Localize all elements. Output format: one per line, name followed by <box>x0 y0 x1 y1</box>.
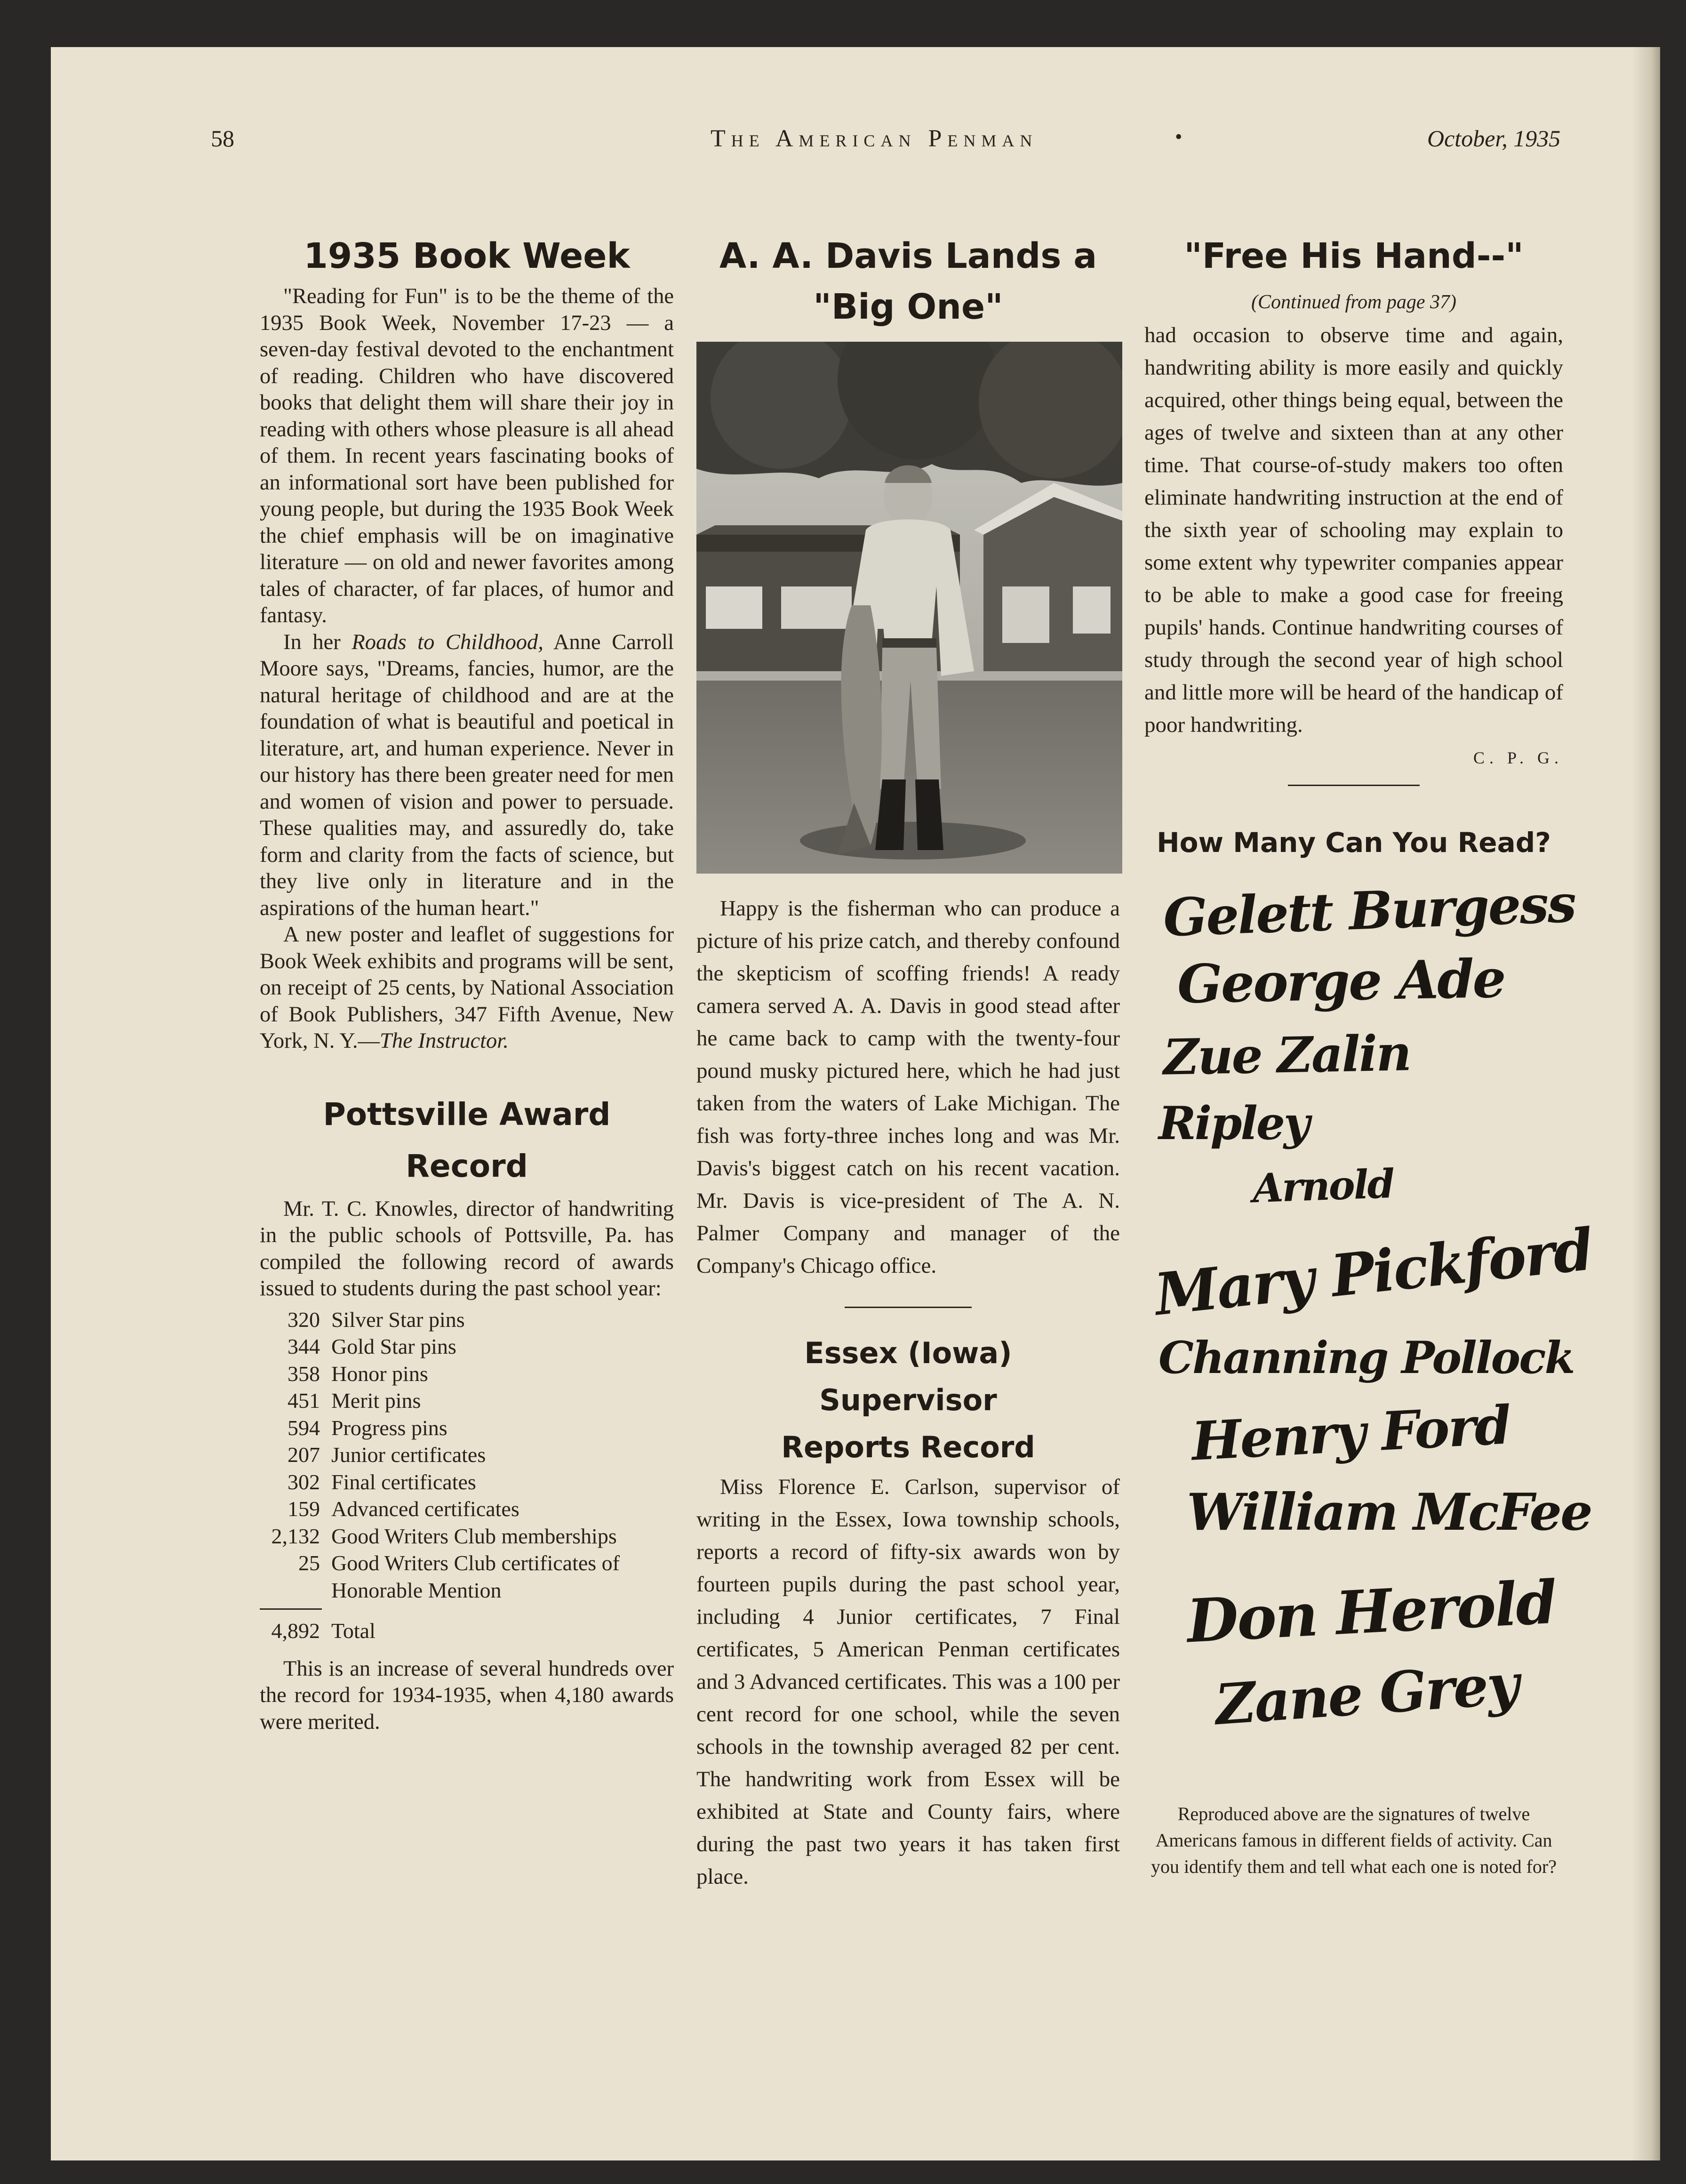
award-item: Honor pins <box>331 1361 428 1386</box>
signature-mary-pickford: Mary Pickford <box>1151 1215 1596 1329</box>
column-middle <box>696 231 1120 1893</box>
essex-heading <box>696 1330 1120 1471</box>
signature-channing-pollock: Channing Pollock <box>1159 1332 1574 1384</box>
award-count: 207 <box>288 1443 320 1467</box>
signature-henry-ford: Henry Ford <box>1190 1394 1511 1473</box>
essex-heading-line3: Reports Record <box>781 1430 1035 1464</box>
pottsville-heading-line1: Pottsville Award <box>323 1096 611 1132</box>
column-right <box>1144 231 1596 1880</box>
davis-heading-line2: "Big One" <box>813 287 1003 327</box>
section-divider-right <box>1288 785 1420 786</box>
fisherman-photo <box>696 342 1122 874</box>
award-row <box>260 1333 674 1360</box>
award-row <box>260 1306 674 1333</box>
award-row <box>260 1495 674 1523</box>
header-separator: • <box>1175 125 1183 148</box>
awards-total <box>260 1617 674 1645</box>
award-row <box>260 1360 674 1388</box>
awards-total-row <box>260 1617 674 1645</box>
davis-heading <box>696 231 1120 332</box>
award-count: 594 <box>288 1415 320 1440</box>
signature-gelett-burgess: Gelett Burgess <box>1162 873 1576 948</box>
award-item: Advanced certificates <box>331 1497 519 1521</box>
award-count: 2,132 <box>271 1524 320 1548</box>
award-row <box>260 1414 674 1442</box>
signature-don-herold: Don Herold <box>1185 1567 1558 1656</box>
award-item: Merit pins <box>331 1389 421 1413</box>
total-rule <box>260 1608 322 1610</box>
book-week-paragraph-1: "Reading for Fun" is to be the theme of the 1935 Book Week, November 17-23 — a seven-day festival devoted to the enchantment of reading. Children who have discovered books that delight them will share their joy in reading with others whose pleasure is all ahead of them. In recent years fascinating books of an informational sort have been published for young people, but during the 1935 Book Week the chief emphasis will be on imaginative literature — on old and newer favorites among tales of character, of far places, of humor and fantasy. <box>260 284 674 627</box>
award-count: 159 <box>288 1497 320 1521</box>
essex-heading-line1: Essex (Iowa) <box>804 1336 1012 1370</box>
signature-zue-zalin: Zue Zalin <box>1162 1024 1411 1086</box>
pottsville-heading-line2: Record <box>406 1148 528 1184</box>
issue-date: October, 1935 <box>1427 125 1561 152</box>
book-week-p2-rest: Anne Carroll Moore says, "Dreams, fancies, humor, are the natural heritage of childhood and are at the foundation of what is beautiful and poetical in literature, art, and human experience. Never in our history has there been greater need for men and women of vision and power to persuade. These qualities may, and assuredly do, take form and clarity from the facts of science, but they live only in literature and in the aspirations of the human heart." <box>260 630 674 920</box>
pottsville-closing: This is an increase of several hundreds over the record for 1934-1935, when 4,180 awards were merited. <box>260 1656 674 1734</box>
book-title-roads-to-childhood: Roads to Childhood, <box>352 630 543 654</box>
essex-heading-line2: Supervisor <box>819 1383 997 1417</box>
award-item: Silver Star pins <box>331 1307 465 1332</box>
award-count: 358 <box>288 1361 320 1386</box>
signature-zane-grey: Zane Grey <box>1213 1651 1520 1738</box>
section-divider-middle <box>845 1307 972 1308</box>
award-count: 25 <box>298 1551 320 1575</box>
fisherman-photo-image <box>696 342 1122 874</box>
award-item: Good Writers Club certificates of Honorable Mention <box>331 1551 620 1602</box>
pottsville-heading <box>260 1089 674 1192</box>
award-row <box>260 1469 674 1496</box>
awards-list <box>260 1306 674 1604</box>
free-hand-heading: "Free His Hand--" <box>1184 236 1524 276</box>
award-row <box>260 1441 674 1469</box>
signatures-caption: Reproduced above are the signatures of twelve Americans famous in different fields of activity. Can you identify them and tell what each one is noted for? <box>1151 1803 1557 1877</box>
award-count: 451 <box>288 1389 320 1413</box>
award-count: 344 <box>288 1334 320 1358</box>
author-initials: C. P. G. <box>1473 748 1563 767</box>
column-left <box>260 231 674 1735</box>
source-the-instructor: The Instructor. <box>379 1029 509 1053</box>
award-count: 302 <box>288 1469 320 1494</box>
page-number: 58 <box>211 125 234 152</box>
signature-collection <box>1144 873 1596 1798</box>
book-week-heading: 1935 Book Week <box>304 236 630 276</box>
free-hand-body: had occasion to observe time and again, handwriting ability is more easily and quickly acquired, other things being equal, between the ages of twelve and sixteen than at any other time. That course-of-study makers too often eliminate handwriting instruction at the end of the sixth year of schooling may explain to some extent why typewriter companies appear to be able to make a good case for freeing pupils' hands. Continue handwriting courses of study through the second year of high school and little more will be heard of the handicap of poor handwriting. <box>1144 323 1563 737</box>
continued-note: (Continued from page 37) <box>1251 291 1456 313</box>
book-week-p3-lead: A new poster and leaflet of suggestions for Book Week exhibits and programs will be sent, on receipt of 25 cents, by National Association of Book Publishers, 347 Fifth Avenue, New York, N. Y.— <box>260 923 674 1053</box>
total-label: Total <box>331 1619 376 1643</box>
book-week-p2-lead: In her <box>283 630 352 654</box>
signature-arnold: Arnold <box>1252 1160 1394 1212</box>
signature-william-mcfee: William McFee <box>1187 1483 1591 1542</box>
award-row <box>260 1387 674 1414</box>
signature-george-ade: George Ade <box>1176 947 1505 1016</box>
award-item: Gold Star pins <box>331 1334 456 1358</box>
award-row <box>260 1523 674 1550</box>
davis-article-body: Happy is the fisherman who can produce a picture of his prize catch, and thereby confound the skepticism of scoffing friends! A ready camera served A. A. Davis in good stead after he came back to camp with the twenty-four pound musky pictured here, which he had just taken from the waters of Lake Michigan. The fish was forty-three inches long and was Mr. Davis's biggest catch on his recent vacation. Mr. Davis is vice-president of The A. N. Palmer Company and manager of the Company's Chicago office. <box>696 896 1120 1278</box>
signature-ripley: Ripley <box>1159 1097 1309 1150</box>
pottsville-intro: Mr. T. C. Knowles, director of handwriting in the public schools of Pottsville, Pa. has compiled the following record of awards issued to students during the past school year: <box>260 1196 674 1301</box>
book-week-paragraph-2 <box>260 629 674 922</box>
award-item: Final certificates <box>331 1469 476 1494</box>
davis-heading-line1: A. A. Davis Lands a <box>719 236 1097 276</box>
award-item: Good Writers Club memberships <box>331 1524 617 1548</box>
award-item: Progress pins <box>331 1415 447 1440</box>
award-row <box>260 1550 674 1604</box>
journal-title: The American Penman <box>711 125 1038 152</box>
total-count: 4,892 <box>271 1619 320 1643</box>
award-count: 320 <box>288 1307 320 1332</box>
book-week-paragraph-3 <box>260 922 674 1055</box>
signatures-heading: How Many Can You Read? <box>1157 827 1551 859</box>
page-spine-shadow <box>1632 47 1660 2160</box>
award-item: Junior certificates <box>331 1443 486 1467</box>
essex-article-body: Miss Florence E. Carlson, supervisor of writing in the Essex, Iowa township schools, reports a record of fifty-six awards won by fourteen pupils during the past school year, including 4 Junior certificates, 7 Final certificates, 5 American Penman certificates and 3 Advanced certificates. This was a 100 per cent record for one school, while the seven schools in the township averaged 82 per cent. The handwriting work from Essex will be exhibited at State and County fairs, where during the past two years it has taken first place. <box>696 1475 1120 1889</box>
